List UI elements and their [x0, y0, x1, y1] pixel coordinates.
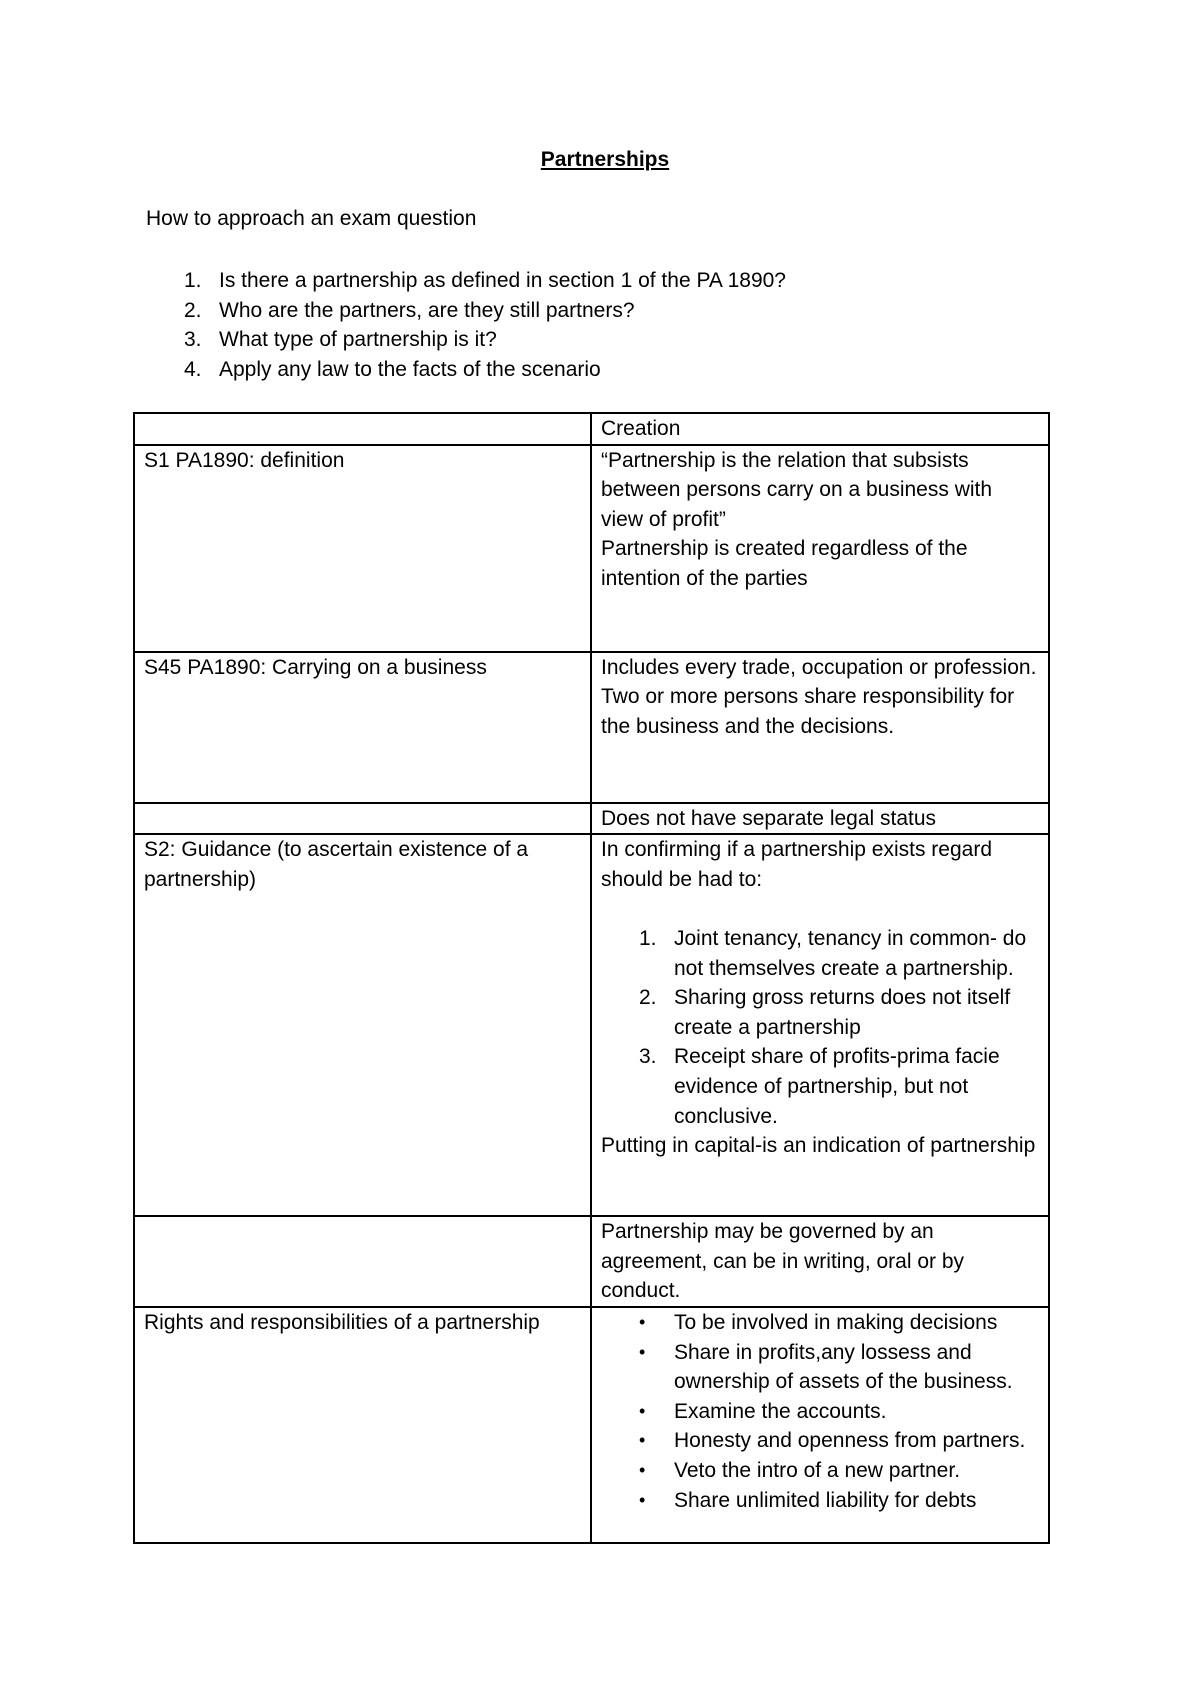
table-cell-right: Does not have separate legal status [591, 803, 1049, 835]
guidance-outro: Putting in capital-is an indication of partnership [601, 1134, 1036, 1158]
table-cell-left: Rights and responsibilities of a partnership [134, 1307, 591, 1543]
list-item [601, 1456, 1039, 1486]
table-cell-left: S2: Guidance (to ascertain existence of a partnership) [134, 834, 591, 1216]
table-cell-right [591, 1307, 1049, 1543]
table-row [134, 413, 1049, 445]
list-item [601, 1426, 1039, 1456]
list-item-text: To be involved in making decisions [674, 1310, 998, 1334]
list-number: 2. [184, 298, 202, 322]
table-cell-header-left [134, 413, 591, 445]
table-cell-right: Includes every trade, occupation or profession. Two or more persons share responsibility for the business and the decisions. [591, 652, 1049, 803]
list-number: 1. [639, 926, 657, 950]
bullet-icon: • [639, 1400, 646, 1421]
table-cell-left: S45 PA1890: Carrying on a business [134, 652, 591, 803]
intro-text: How to approach an exam question [146, 207, 477, 230]
list-item [601, 983, 1039, 1042]
table-row [134, 1307, 1049, 1543]
page-title: Partnerships [540, 148, 670, 171]
list-item [146, 266, 786, 296]
list-item-text: Receipt share of profits-prima facie evidence of partnership, but not conclusive. [674, 1045, 1000, 1128]
guidance-intro: In confirming if a partnership exists regard should be had to: [601, 838, 993, 891]
bullet-icon: • [639, 1311, 646, 1332]
table-row [134, 445, 1049, 652]
list-number: 3. [639, 1045, 657, 1069]
list-item [601, 1308, 1039, 1338]
table-cell-left [134, 1216, 591, 1307]
list-item-text: What type of partnership is it? [219, 328, 497, 352]
definition-quote: “Partnership is the relation that subsists between persons carry on a business with view of profit” [601, 448, 993, 531]
list-item-text: Joint tenancy, tenancy in common- do not themselves create a partnership. [674, 926, 1027, 980]
list-item-text: Honesty and openness from partners. [674, 1429, 1026, 1453]
rights-list [601, 1308, 1039, 1515]
bullet-icon: • [639, 1459, 646, 1480]
table-row [134, 652, 1049, 803]
list-item [601, 924, 1039, 983]
list-item-text: Who are the partners, are they still partners? [219, 298, 635, 322]
table-cell-right [591, 445, 1049, 652]
table-row [134, 834, 1049, 1216]
exam-steps-list [146, 266, 786, 384]
list-item-text: Examine the accounts. [674, 1399, 887, 1423]
definition-note: Partnership is created regardless of the intention of the parties [601, 537, 968, 590]
list-item-text: Is there a partnership as defined in section 1 of the PA 1890? [219, 269, 786, 292]
table-cell-left: S1 PA1890: definition [134, 445, 591, 652]
list-item-text: Apply any law to the facts of the scenario [219, 357, 601, 381]
list-item [146, 325, 786, 355]
partnership-table [133, 412, 1050, 1544]
table-row [134, 803, 1049, 835]
list-item-text: Veto the intro of a new partner. [674, 1458, 961, 1482]
list-item [601, 1397, 1039, 1427]
list-item [146, 355, 786, 385]
table-row [134, 1216, 1049, 1307]
table-cell-left [134, 803, 591, 835]
list-item-text: Share in profits,any lossess and ownership of assets of the business. [674, 1340, 1013, 1394]
table-cell-right: Partnership may be governed by an agreement, can be in writing, oral or by conduct. [591, 1216, 1049, 1307]
table-cell-header-right: Creation [591, 413, 1049, 445]
list-item [601, 1042, 1039, 1131]
bullet-icon: • [639, 1341, 646, 1362]
list-item-text: Share unlimited liability for debts [674, 1488, 977, 1512]
list-number: 1. [184, 269, 202, 292]
list-number: 3. [184, 328, 202, 352]
list-item-text: Sharing gross returns does not itself create a partnership [674, 986, 1011, 1039]
bullet-icon: • [639, 1489, 646, 1510]
list-number: 4. [184, 357, 202, 381]
list-item [146, 296, 786, 326]
list-item [601, 1338, 1039, 1397]
list-number: 2. [639, 986, 657, 1010]
spacer [601, 894, 1039, 924]
bullet-icon: • [639, 1430, 646, 1451]
list-item [601, 1486, 1039, 1516]
table-cell-right [591, 834, 1049, 1216]
guidance-list [601, 924, 1039, 1131]
